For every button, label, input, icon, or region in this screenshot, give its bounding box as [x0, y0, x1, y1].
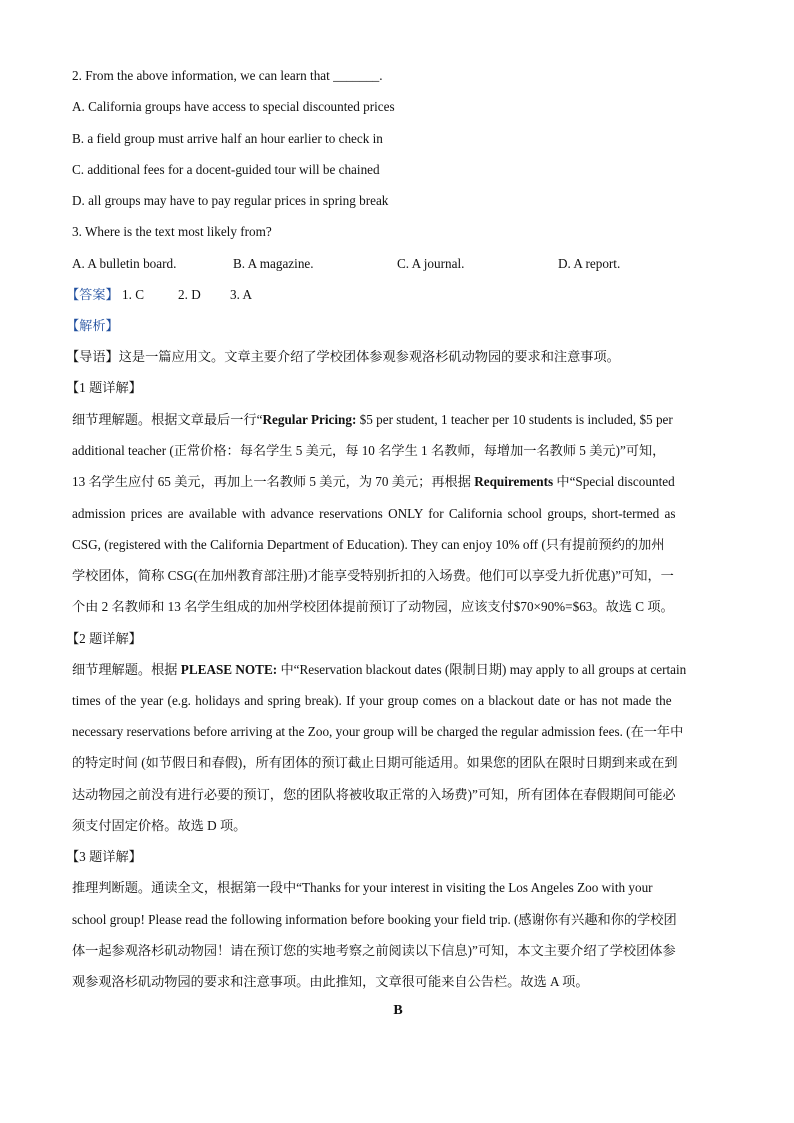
q2-option-a: A. California groups have access to special discounted prices: [72, 99, 395, 114]
detail-1-line-2: additional teacher (正常价格：每名学生 5 美元，每 10 名学生 1 名教师，每增加一名教师 5 美元)”可知，: [72, 443, 666, 458]
detail-1-line-4: admission prices are available with advance reservations ONLY for California school groups, short-termed as: [72, 506, 676, 521]
detail-1-text: $5 per student, 1 teacher per 10 students is included, $5 per: [356, 412, 673, 427]
q3-option-d: D. A report.: [558, 256, 621, 271]
guide-paragraph: [66, 347, 620, 367]
detail-1-text: 13 名学生应付 65 美元，再加上一名教师 5 美元，为 70 美元；再根据: [72, 474, 475, 489]
detail-3-label: 【3 题详解】: [66, 849, 142, 864]
detail-1-text: 细节理解题。根据文章最后一行“: [72, 412, 263, 427]
answer-2: 2. D: [178, 287, 201, 302]
detail-1-line-5: CSG, (registered with the California Department of Education). They can enjoy 10% off (只有提前预约的加州: [72, 537, 665, 552]
detail-2-bold-term: PLEASE NOTE:: [180, 662, 278, 677]
detail-3-line-4: 观参观洛杉矶动物园的要求和注意事项。由此推知，文章很可能来自公告栏。故选 A 项。: [72, 974, 589, 989]
detail-2-line-5: 达动物园之前没有进行必要的预订，您的团队将被收取正常的入场费)”可知，所有团体在春假期间可能必: [72, 787, 676, 802]
detail-1-text: 中“Special discounted: [553, 474, 675, 489]
q2-option-c: C. additional fees for a docent-guided tour will be chained: [72, 162, 380, 177]
detail-1-label: 【1 题详解】: [66, 380, 142, 395]
detail-1-bold-term: Regular Pricing:: [262, 412, 357, 427]
detail-1-line-7: 个由 2 名教师和 13 名学生组成的加州学校团体提前预订了动物园，应该支付$70×90%=$63。故选 C 项。: [72, 599, 674, 614]
detail-3-line-1: 推理判断题。通读全文，根据第一段中“Thanks for your interest in visiting the Los Angeles Zoo with your: [72, 880, 653, 895]
q2-stem: 2. From the above information, we can learn that _______.: [72, 68, 383, 83]
detail-3-line-2: school group! Please read the following information before booking your field trip. (感谢你有兴趣和你的学校团: [72, 912, 677, 927]
q3-stem: 3. Where is the text most likely from?: [72, 224, 272, 239]
answer-1: 1. C: [122, 287, 144, 302]
detail-2-line-2: times of the year (e.g. holidays and spring break). If your group comes on a blackout date or has not made the: [72, 693, 672, 708]
detail-1-line-6: 学校团体，简称 CSG(在加州教育部注册)才能享受特别折扣的入场费。他们可以享受九折优惠)”可知，一: [72, 568, 674, 583]
detail-1-line-3: [72, 472, 675, 492]
guide-text: 这是一篇应用文。文章主要介绍了学校团体参观参观洛杉矶动物园的要求和注意事项。: [118, 349, 620, 364]
detail-2-line-3: necessary reservations before arriving at the Zoo, your group will be charged the regular admission fees. (在一年中: [72, 724, 684, 739]
detail-2-text: 细节理解题。根据: [72, 662, 181, 677]
answer-3: 3. A: [230, 287, 252, 302]
detail-3-line-3: 体一起参观洛杉矶动物园！请在预订您的实地考察之前阅读以下信息)”可知，本文主要介绍了学校团体参: [72, 943, 676, 958]
detail-1-bold-term: Requirements: [474, 474, 554, 489]
q3-option-b: B. A magazine.: [233, 256, 314, 271]
q3-option-a: A. A bulletin board.: [72, 256, 177, 271]
answer-label: 【答案】: [66, 287, 119, 302]
q2-option-b: B. a field group must arrive half an hour earlier to check in: [72, 131, 383, 146]
q3-option-c: C. A journal.: [397, 256, 465, 271]
guide-label: 【导语】: [66, 349, 119, 364]
analysis-label: 【解析】: [66, 318, 119, 333]
detail-2-label: 【2 题详解】: [66, 631, 142, 646]
detail-1-line-1: [72, 410, 673, 430]
detail-2-line-6: 须支付固定价格。故选 D 项。: [72, 818, 247, 833]
q2-option-d: D. all groups may have to pay regular prices in spring break: [72, 193, 389, 208]
section-heading: B: [393, 1003, 403, 1018]
detail-2-line-4: 的特定时间 (如节假日和春假)，所有团体的预订截止日期可能适用。如果您的团队在限时日期到来或在到: [72, 755, 678, 770]
detail-2-text: 中“Reservation blackout dates (限制日期) may apply to all groups at certain: [277, 662, 687, 677]
detail-2-line-1: [72, 660, 686, 680]
